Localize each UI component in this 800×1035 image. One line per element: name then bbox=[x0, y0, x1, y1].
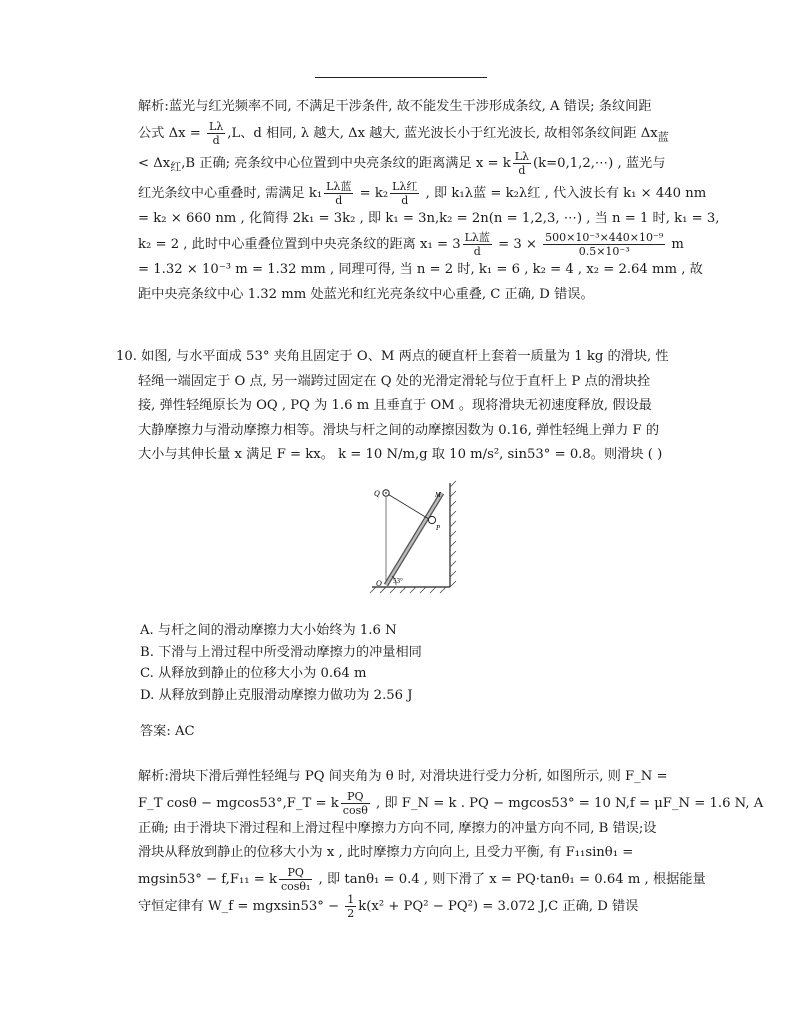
fraction: $\frac{1}{2}$ bbox=[347, 892, 355, 920]
analysis9-line4: 红光条纹中心重叠时, 需满足 k₁ $\frac{\text{Lλ蓝}}{d}$ = k₂ $\frac{\text{Lλ红}}{d}$ , 即 k₁λ蓝 = k₂λ红 , 代入波长有 k₁ × 440 nm bbox=[138, 179, 707, 207]
option-c: C. 从释放到静止的位移大小为 0.64 m bbox=[140, 666, 367, 681]
cord-qp bbox=[386, 493, 432, 521]
analysis10-line4: 滑块从释放到静止的位移大小为 x , 此时摩擦力方向向上, 且受力平衡, 有 F₁₁sinθ₁ = bbox=[138, 845, 634, 860]
analysis-10 bbox=[138, 765, 764, 920]
answer-options bbox=[140, 620, 422, 706]
analysis9-line3: < $\Delta x_红,B$ 正确; 亮条纹中心位置到中央亮条纹的距离满足 x = k $\frac{L\lambda}{d}$ (k=0,1,2,⋯) , 蓝光与 bbox=[138, 149, 666, 177]
analysis10-line5: mgsin53° − f,F₁₁ = k $\frac{PQ}{\text{cosθ₁}}$ , 即 tanθ₁ = 0.4 , 则下滑了 x = PQ·tanθ₁ = 0.64 m , 根据能量 bbox=[138, 865, 706, 893]
option-a: A. 与杆之间的滑动摩擦力大小始终为 1.6 N bbox=[140, 623, 397, 638]
analysis9-line6: k₂ = 2 , 此时中心重叠位置到中央亮条纹的距离 x₁ = 3 $\frac{\text{Lλ蓝}}{d}$ = 3 × $\frac{\text{500×10⁻³×440×10⁻⁹}}{\text{0.5×10⁻³}}$ m bbox=[138, 231, 684, 259]
rod-om-highlight bbox=[386, 493, 442, 585]
label-q: Q bbox=[374, 489, 380, 498]
analysis10-line6: 守恒定律有 W_f = mgxsin53° − $\frac{1}{2}$ k(x² + PQ² − PQ²) = 3.072 J,C 正确, D 错误 bbox=[138, 892, 639, 920]
fraction: $\frac{PQ}{\text{cosθ₁}}$ bbox=[280, 865, 311, 893]
question10-line2: 轻绳一端固定于 O 点, 另一端跨过固定在 Q 处的光滑定滑轮与位于直杆上 P 点的滑块拴 bbox=[138, 373, 651, 389]
analysis10-line3: 正确; 由于滑块下滑过程和上滑过程中摩擦力方向不同, 摩擦力的冲量方向不同, B 错误;设 bbox=[138, 820, 657, 836]
fraction: $\frac{\text{Lλ红}}{d}$ bbox=[392, 179, 418, 207]
fraction: $\frac{L\lambda}{d}$ bbox=[208, 119, 224, 147]
fraction: $\frac{\text{Lλ蓝}}{d}$ bbox=[464, 231, 490, 259]
analysis9-line5: = k₂ × 660 nm , 化简得 2k₁ = 3k₂ , 即 k₁ = 3n,k₂ = 2n(n = 1,2,3, ⋯) , 当 n = 1 时, k₁ = 3, bbox=[138, 210, 720, 226]
question10-line1: 10. 如图, 与水平面成 53° 夹角且固定于 O、M 两点的硬直杆上套着一质量为 1 kg 的滑块, 性 bbox=[116, 349, 669, 364]
option-b: B. 下滑与上滑过程中所受滑动摩擦力的冲量相同 bbox=[140, 644, 422, 660]
fraction: $\frac{L\lambda}{d}$ bbox=[514, 149, 529, 177]
fraction: $\frac{PQ}{\cos\theta}$ bbox=[342, 789, 368, 817]
analysis10-line1: 解析:滑块下滑后弹性轻绳与 PQ 间夹角为 θ 时, 对滑块进行受力分析, 如图所示, 则 F_N = bbox=[138, 769, 668, 784]
rod-pulley-figure bbox=[362, 477, 462, 595]
question10-line5: 大小与其伸长量 x 满足 F = kx。 k = 10 N/m,g 取 10 m/s², sin53° = 0.8。则滑块 ( ) bbox=[138, 447, 663, 462]
option-d: D. 从释放到静止克服滑动摩擦力做功为 2.56 J bbox=[140, 687, 413, 703]
question10-line4: 大静摩擦力与滑动摩擦力相等。滑块与杆之间的动摩擦因数为 0.16, 弹性轻绳上弹力 F 的 bbox=[138, 422, 660, 438]
top-divider-rule bbox=[315, 77, 487, 78]
label-angle: 53° bbox=[393, 577, 403, 585]
analysis-9 bbox=[138, 95, 720, 307]
analysis10-line2: F_T cosθ − mgcos53°,F_T = k $\frac{PQ}{\cos\theta}$ , 即 F_N = k . PQ − mgcos53° = 10 N,f = μF_N = 1.6 N, A bbox=[138, 789, 764, 817]
label-o: O bbox=[376, 579, 382, 588]
analysis9-line8: 距中央亮条纹中心 1.32 mm 处蓝光和红光亮条纹中心重叠, C 正确, D 错误。 bbox=[138, 286, 594, 302]
analysis9-line7: = 1.32 × 10⁻³ m = 1.32 mm , 同理可得, 当 n = 2 时, k₁ = 6 , k₂ = 4 , x₂ = 2.64 mm , 故 bbox=[138, 262, 703, 278]
question10-line3: 接, 弹性轻绳原长为 OQ , PQ 为 1.6 m 且垂直于 OM 。现将滑块无初速度释放, 假设最 bbox=[138, 398, 652, 413]
question-10 bbox=[116, 345, 668, 468]
pulley-axle bbox=[385, 492, 387, 494]
fraction: $\frac{\text{500×10⁻³×440×10⁻⁹}}{\text{0.5×10⁻³}}$ bbox=[545, 231, 664, 259]
slider-p-icon bbox=[428, 516, 435, 523]
analysis9-line1: 解析:蓝光与红光频率不同, 不满足干涉条件, 故不能发生干涉形成条纹, A 错误; 条纹间距 bbox=[138, 99, 652, 114]
wall-hatching bbox=[450, 481, 456, 587]
label-m: M bbox=[435, 491, 441, 499]
answer-text: 答案: AC bbox=[140, 724, 195, 739]
label-p: P bbox=[436, 524, 441, 532]
analysis9-line2: 公式 Δx = $\frac{L\lambda}{d}$ ,L、d 相同, λ 越大, Δx 越大, 蓝光波长小于红光波长, 故相邻条纹间距 $\Delta x_蓝$ bbox=[138, 119, 669, 147]
fraction: $\frac{\text{Lλ蓝}}{d}$ bbox=[326, 179, 352, 207]
